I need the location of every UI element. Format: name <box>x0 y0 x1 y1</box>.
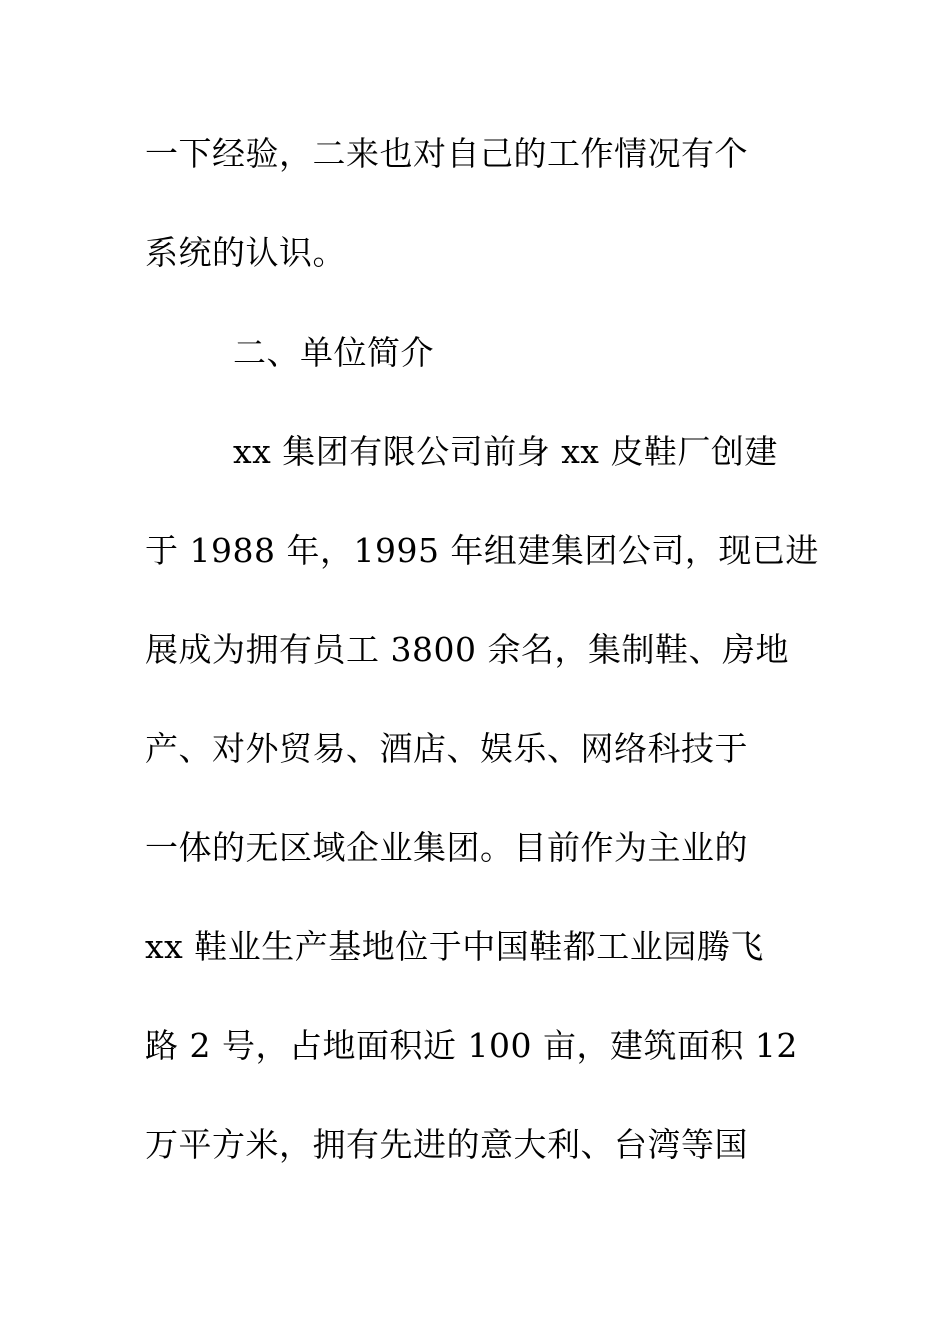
body-text-line: 展成为拥有员工 3800 余名，集制鞋、房地 <box>145 630 789 669</box>
body-text-line: 于 1988 年，1995 年组建集团公司，现已进 <box>145 531 819 570</box>
body-text-line: 系统的认识。 <box>145 233 346 272</box>
body-text-line: 万平方米，拥有先进的意大利、台湾等国 <box>145 1125 748 1164</box>
section-heading: 二、单位简介 <box>233 333 434 372</box>
body-text-line: 产、对外贸易、酒店、娱乐、网络科技于 <box>145 729 748 768</box>
body-text-line: xx 鞋业生产基地位于中国鞋都工业园腾飞 <box>145 927 764 966</box>
body-text-line: 一下经验，二来也对自己的工作情况有个 <box>145 134 748 173</box>
body-text-line: 路 2 号，占地面积近 100 亩，建筑面积 12 <box>145 1026 798 1065</box>
body-text-line: 一体的无区域企业集团。目前作为主业的 <box>145 828 748 867</box>
paragraph-first-line: xx 集团有限公司前身 xx 皮鞋厂创建 <box>233 432 778 471</box>
